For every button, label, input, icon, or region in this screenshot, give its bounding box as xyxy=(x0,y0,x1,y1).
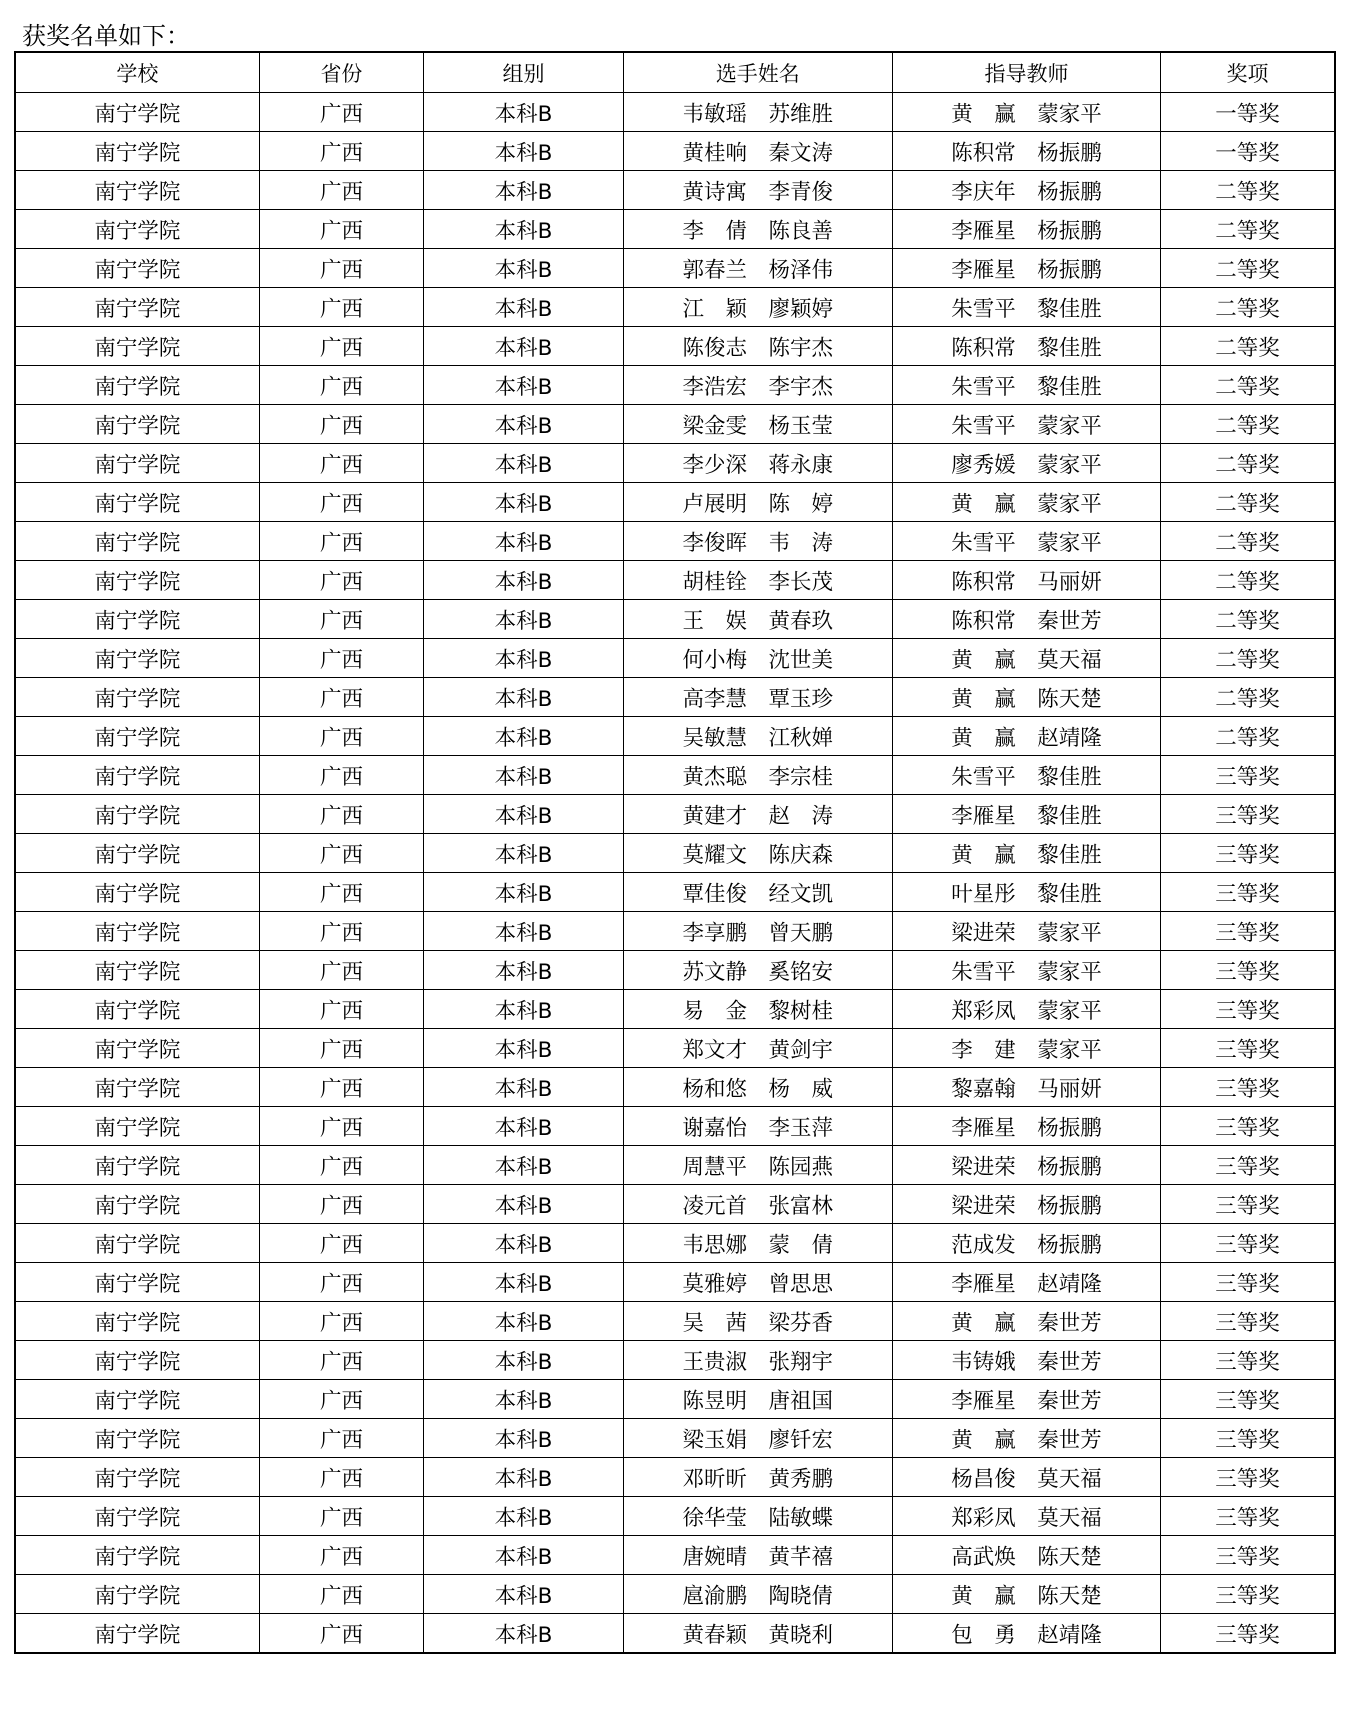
cell-group: 本科B xyxy=(424,639,623,678)
cell-school: 南宁学院 xyxy=(15,93,259,132)
cell-students: 覃佳俊 经文凯 xyxy=(623,873,892,912)
cell-group: 本科B xyxy=(424,132,623,171)
cell-school: 南宁学院 xyxy=(15,873,259,912)
cell-students: 王 娱 黄春玖 xyxy=(623,600,892,639)
cell-students: 梁金雯 杨玉莹 xyxy=(623,405,892,444)
cell-province: 广西 xyxy=(259,600,424,639)
cell-school: 南宁学院 xyxy=(15,249,259,288)
cell-students: 黄春颖 黄晓利 xyxy=(623,1614,892,1654)
cell-teachers: 朱雪平 蒙家平 xyxy=(892,405,1160,444)
cell-students: 李俊晖 韦 涛 xyxy=(623,522,892,561)
cell-school: 南宁学院 xyxy=(15,1380,259,1419)
cell-students: 李 倩 陈良善 xyxy=(623,210,892,249)
cell-group: 本科B xyxy=(424,327,623,366)
cell-group: 本科B xyxy=(424,1575,623,1614)
cell-group: 本科B xyxy=(424,561,623,600)
cell-group: 本科B xyxy=(424,444,623,483)
cell-students: 黄诗寓 李青俊 xyxy=(623,171,892,210)
cell-students: 黄建才 赵 涛 xyxy=(623,795,892,834)
cell-school: 南宁学院 xyxy=(15,795,259,834)
table-row xyxy=(15,366,1335,405)
cell-group: 本科B xyxy=(424,522,623,561)
table-row xyxy=(15,1575,1335,1614)
cell-students: 凌元首 张富林 xyxy=(623,1185,892,1224)
cell-teachers: 杨昌俊 莫天福 xyxy=(892,1458,1160,1497)
cell-province: 广西 xyxy=(259,1302,424,1341)
cell-school: 南宁学院 xyxy=(15,678,259,717)
cell-teachers: 黄 赢 秦世芳 xyxy=(892,1302,1160,1341)
cell-school: 南宁学院 xyxy=(15,834,259,873)
cell-province: 广西 xyxy=(259,912,424,951)
table-row xyxy=(15,561,1335,600)
cell-group: 本科B xyxy=(424,1029,623,1068)
table-row xyxy=(15,132,1335,171)
cell-students: 卢展明 陈 婷 xyxy=(623,483,892,522)
cell-school: 南宁学院 xyxy=(15,990,259,1029)
cell-teachers: 黄 赢 莫天福 xyxy=(892,639,1160,678)
cell-teachers: 黄 赢 秦世芳 xyxy=(892,1419,1160,1458)
cell-province: 广西 xyxy=(259,990,424,1029)
cell-teachers: 叶星彤 黎佳胜 xyxy=(892,873,1160,912)
cell-teachers: 朱雪平 黎佳胜 xyxy=(892,756,1160,795)
cell-teachers: 包 勇 赵靖隆 xyxy=(892,1614,1160,1654)
cell-school: 南宁学院 xyxy=(15,1536,259,1575)
cell-province: 广西 xyxy=(259,873,424,912)
table-row xyxy=(15,639,1335,678)
cell-students: 周慧平 陈园燕 xyxy=(623,1146,892,1185)
cell-award: 三等奖 xyxy=(1161,873,1335,912)
table-row xyxy=(15,990,1335,1029)
cell-students: 胡桂铨 李长茂 xyxy=(623,561,892,600)
cell-teachers: 黎嘉翰 马丽妍 xyxy=(892,1068,1160,1107)
cell-award: 三等奖 xyxy=(1161,795,1335,834)
cell-province: 广西 xyxy=(259,93,424,132)
cell-teachers: 李雁星 杨振鹏 xyxy=(892,210,1160,249)
cell-group: 本科B xyxy=(424,873,623,912)
cell-award: 二等奖 xyxy=(1161,522,1335,561)
cell-award: 三等奖 xyxy=(1161,990,1335,1029)
cell-school: 南宁学院 xyxy=(15,327,259,366)
cell-province: 广西 xyxy=(259,288,424,327)
cell-students: 黄桂响 秦文涛 xyxy=(623,132,892,171)
cell-group: 本科B xyxy=(424,912,623,951)
cell-group: 本科B xyxy=(424,1146,623,1185)
cell-province: 广西 xyxy=(259,1107,424,1146)
cell-award: 二等奖 xyxy=(1161,678,1335,717)
cell-teachers: 朱雪平 黎佳胜 xyxy=(892,288,1160,327)
table-row xyxy=(15,210,1335,249)
table-row xyxy=(15,1458,1335,1497)
cell-province: 广西 xyxy=(259,1458,424,1497)
cell-teachers: 李雁星 杨振鹏 xyxy=(892,1107,1160,1146)
cell-award: 二等奖 xyxy=(1161,171,1335,210)
cell-students: 易 金 黎树桂 xyxy=(623,990,892,1029)
cell-province: 广西 xyxy=(259,366,424,405)
cell-award: 三等奖 xyxy=(1161,1302,1335,1341)
cell-teachers: 陈积常 马丽妍 xyxy=(892,561,1160,600)
cell-teachers: 梁进荣 蒙家平 xyxy=(892,912,1160,951)
cell-school: 南宁学院 xyxy=(15,366,259,405)
cell-group: 本科B xyxy=(424,1224,623,1263)
table-row xyxy=(15,912,1335,951)
table-row xyxy=(15,600,1335,639)
cell-school: 南宁学院 xyxy=(15,444,259,483)
cell-province: 广西 xyxy=(259,1536,424,1575)
cell-group: 本科B xyxy=(424,1614,623,1654)
table-row xyxy=(15,678,1335,717)
cell-school: 南宁学院 xyxy=(15,1341,259,1380)
cell-award: 三等奖 xyxy=(1161,1107,1335,1146)
table-row xyxy=(15,171,1335,210)
cell-school: 南宁学院 xyxy=(15,756,259,795)
cell-province: 广西 xyxy=(259,1224,424,1263)
cell-students: 徐华莹 陆敏蝶 xyxy=(623,1497,892,1536)
cell-group: 本科B xyxy=(424,93,623,132)
cell-school: 南宁学院 xyxy=(15,1263,259,1302)
cell-award: 二等奖 xyxy=(1161,483,1335,522)
cell-group: 本科B xyxy=(424,600,623,639)
cell-teachers: 黄 赢 陈天楚 xyxy=(892,1575,1160,1614)
cell-teachers: 黄 赢 蒙家平 xyxy=(892,93,1160,132)
table-row xyxy=(15,951,1335,990)
table-row xyxy=(15,522,1335,561)
cell-school: 南宁学院 xyxy=(15,1458,259,1497)
cell-students: 郭春兰 杨泽伟 xyxy=(623,249,892,288)
cell-award: 三等奖 xyxy=(1161,951,1335,990)
table-row xyxy=(15,1341,1335,1380)
cell-award: 二等奖 xyxy=(1161,327,1335,366)
cell-students: 陈俊志 陈宇杰 xyxy=(623,327,892,366)
cell-teachers: 李雁星 杨振鹏 xyxy=(892,249,1160,288)
table-row xyxy=(15,288,1335,327)
cell-award: 三等奖 xyxy=(1161,1263,1335,1302)
cell-group: 本科B xyxy=(424,834,623,873)
cell-province: 广西 xyxy=(259,1263,424,1302)
cell-teachers: 李雁星 秦世芳 xyxy=(892,1380,1160,1419)
cell-school: 南宁学院 xyxy=(15,600,259,639)
cell-province: 广西 xyxy=(259,210,424,249)
cell-teachers: 范成发 杨振鹏 xyxy=(892,1224,1160,1263)
cell-province: 广西 xyxy=(259,795,424,834)
cell-teachers: 李 建 蒙家平 xyxy=(892,1029,1160,1068)
cell-province: 广西 xyxy=(259,639,424,678)
cell-students: 江 颖 廖颖婷 xyxy=(623,288,892,327)
cell-province: 广西 xyxy=(259,717,424,756)
table-row xyxy=(15,483,1335,522)
cell-group: 本科B xyxy=(424,1068,623,1107)
cell-students: 李少深 蒋永康 xyxy=(623,444,892,483)
cell-school: 南宁学院 xyxy=(15,1497,259,1536)
cell-students: 李浩宏 李宇杰 xyxy=(623,366,892,405)
cell-award: 二等奖 xyxy=(1161,444,1335,483)
award-list-document xyxy=(14,14,1336,1654)
cell-award: 三等奖 xyxy=(1161,1185,1335,1224)
table-row xyxy=(15,834,1335,873)
table-row xyxy=(15,1185,1335,1224)
table-row xyxy=(15,717,1335,756)
list-caption: 获奖名单如下： xyxy=(22,22,190,50)
cell-award: 二等奖 xyxy=(1161,249,1335,288)
cell-school: 南宁学院 xyxy=(15,171,259,210)
cell-group: 本科B xyxy=(424,483,623,522)
cell-group: 本科B xyxy=(424,1497,623,1536)
cell-students: 莫耀文 陈庆森 xyxy=(623,834,892,873)
cell-province: 广西 xyxy=(259,444,424,483)
cell-province: 广西 xyxy=(259,1341,424,1380)
cell-school: 南宁学院 xyxy=(15,912,259,951)
cell-group: 本科B xyxy=(424,171,623,210)
header-school: 学校 xyxy=(15,52,259,93)
cell-students: 莫雅婷 曾思思 xyxy=(623,1263,892,1302)
cell-award: 三等奖 xyxy=(1161,834,1335,873)
cell-group: 本科B xyxy=(424,990,623,1029)
cell-school: 南宁学院 xyxy=(15,1224,259,1263)
cell-teachers: 黄 赢 黎佳胜 xyxy=(892,834,1160,873)
cell-school: 南宁学院 xyxy=(15,1107,259,1146)
cell-group: 本科B xyxy=(424,1302,623,1341)
cell-province: 广西 xyxy=(259,1029,424,1068)
cell-teachers: 陈积常 秦世芳 xyxy=(892,600,1160,639)
cell-school: 南宁学院 xyxy=(15,1419,259,1458)
cell-award: 三等奖 xyxy=(1161,1614,1335,1654)
cell-students: 高李慧 覃玉珍 xyxy=(623,678,892,717)
cell-award: 三等奖 xyxy=(1161,1224,1335,1263)
cell-school: 南宁学院 xyxy=(15,1068,259,1107)
cell-province: 广西 xyxy=(259,834,424,873)
table-row xyxy=(15,1497,1335,1536)
cell-province: 广西 xyxy=(259,249,424,288)
cell-province: 广西 xyxy=(259,678,424,717)
cell-award: 二等奖 xyxy=(1161,600,1335,639)
cell-award: 二等奖 xyxy=(1161,210,1335,249)
cell-group: 本科B xyxy=(424,1419,623,1458)
cell-award: 三等奖 xyxy=(1161,1497,1335,1536)
cell-students: 梁玉娟 廖钎宏 xyxy=(623,1419,892,1458)
header-students: 选手姓名 xyxy=(623,52,892,93)
cell-award: 三等奖 xyxy=(1161,1029,1335,1068)
cell-school: 南宁学院 xyxy=(15,1614,259,1654)
cell-province: 广西 xyxy=(259,1068,424,1107)
cell-teachers: 韦铸娥 秦世芳 xyxy=(892,1341,1160,1380)
table-row xyxy=(15,756,1335,795)
table-row xyxy=(15,93,1335,132)
table-row xyxy=(15,1536,1335,1575)
cell-province: 广西 xyxy=(259,522,424,561)
cell-students: 黄杰聪 李宗桂 xyxy=(623,756,892,795)
cell-group: 本科B xyxy=(424,951,623,990)
cell-province: 广西 xyxy=(259,1185,424,1224)
cell-school: 南宁学院 xyxy=(15,561,259,600)
award-table xyxy=(14,51,1336,1654)
table-row xyxy=(15,1302,1335,1341)
cell-students: 陈昱明 唐祖国 xyxy=(623,1380,892,1419)
table-row xyxy=(15,1029,1335,1068)
cell-award: 三等奖 xyxy=(1161,1380,1335,1419)
table-row xyxy=(15,795,1335,834)
cell-award: 一等奖 xyxy=(1161,132,1335,171)
cell-award: 三等奖 xyxy=(1161,1146,1335,1185)
cell-province: 广西 xyxy=(259,1419,424,1458)
cell-teachers: 李雁星 黎佳胜 xyxy=(892,795,1160,834)
cell-students: 韦思娜 蒙 倩 xyxy=(623,1224,892,1263)
cell-group: 本科B xyxy=(424,1341,623,1380)
cell-school: 南宁学院 xyxy=(15,405,259,444)
cell-province: 广西 xyxy=(259,1575,424,1614)
cell-group: 本科B xyxy=(424,795,623,834)
cell-school: 南宁学院 xyxy=(15,132,259,171)
cell-students: 韦敏瑶 苏维胜 xyxy=(623,93,892,132)
table-row xyxy=(15,327,1335,366)
cell-school: 南宁学院 xyxy=(15,717,259,756)
cell-province: 广西 xyxy=(259,756,424,795)
table-row xyxy=(15,1146,1335,1185)
cell-award: 二等奖 xyxy=(1161,717,1335,756)
cell-award: 二等奖 xyxy=(1161,405,1335,444)
cell-teachers: 陈积常 杨振鹏 xyxy=(892,132,1160,171)
table-row xyxy=(15,1068,1335,1107)
cell-award: 三等奖 xyxy=(1161,1419,1335,1458)
cell-teachers: 黄 赢 蒙家平 xyxy=(892,483,1160,522)
table-row xyxy=(15,405,1335,444)
table-row xyxy=(15,873,1335,912)
cell-school: 南宁学院 xyxy=(15,288,259,327)
cell-students: 杨和悠 杨 威 xyxy=(623,1068,892,1107)
cell-teachers: 黄 赢 陈天楚 xyxy=(892,678,1160,717)
table-row xyxy=(15,1263,1335,1302)
cell-teachers: 朱雪平 蒙家平 xyxy=(892,951,1160,990)
cell-teachers: 郑彩凤 莫天福 xyxy=(892,1497,1160,1536)
table-row xyxy=(15,1107,1335,1146)
cell-teachers: 朱雪平 黎佳胜 xyxy=(892,366,1160,405)
cell-award: 三等奖 xyxy=(1161,1575,1335,1614)
cell-award: 三等奖 xyxy=(1161,756,1335,795)
cell-teachers: 郑彩凤 蒙家平 xyxy=(892,990,1160,1029)
cell-teachers: 朱雪平 蒙家平 xyxy=(892,522,1160,561)
cell-teachers: 陈积常 黎佳胜 xyxy=(892,327,1160,366)
cell-group: 本科B xyxy=(424,1380,623,1419)
cell-teachers: 梁进荣 杨振鹏 xyxy=(892,1146,1160,1185)
cell-students: 何小梅 沈世美 xyxy=(623,639,892,678)
cell-group: 本科B xyxy=(424,210,623,249)
cell-province: 广西 xyxy=(259,132,424,171)
cell-province: 广西 xyxy=(259,405,424,444)
cell-group: 本科B xyxy=(424,1263,623,1302)
award-table-body xyxy=(15,93,1335,1654)
cell-school: 南宁学院 xyxy=(15,1575,259,1614)
cell-group: 本科B xyxy=(424,1107,623,1146)
table-row xyxy=(15,1419,1335,1458)
cell-province: 广西 xyxy=(259,1146,424,1185)
cell-school: 南宁学院 xyxy=(15,483,259,522)
cell-award: 二等奖 xyxy=(1161,561,1335,600)
cell-province: 广西 xyxy=(259,561,424,600)
cell-province: 广西 xyxy=(259,483,424,522)
cell-group: 本科B xyxy=(424,756,623,795)
cell-award: 二等奖 xyxy=(1161,288,1335,327)
cell-province: 广西 xyxy=(259,171,424,210)
cell-school: 南宁学院 xyxy=(15,1185,259,1224)
cell-teachers: 梁进荣 杨振鹏 xyxy=(892,1185,1160,1224)
cell-province: 广西 xyxy=(259,1614,424,1654)
cell-award: 三等奖 xyxy=(1161,1458,1335,1497)
header-group: 组别 xyxy=(424,52,623,93)
cell-group: 本科B xyxy=(424,678,623,717)
table-header-row xyxy=(15,52,1335,93)
cell-group: 本科B xyxy=(424,717,623,756)
header-teachers: 指导教师 xyxy=(892,52,1160,93)
cell-school: 南宁学院 xyxy=(15,522,259,561)
cell-teachers: 高武焕 陈天楚 xyxy=(892,1536,1160,1575)
header-province: 省份 xyxy=(259,52,424,93)
cell-award: 三等奖 xyxy=(1161,912,1335,951)
cell-students: 王贵淑 张翔宇 xyxy=(623,1341,892,1380)
cell-group: 本科B xyxy=(424,1185,623,1224)
cell-students: 唐婉晴 黄芊禧 xyxy=(623,1536,892,1575)
cell-province: 广西 xyxy=(259,327,424,366)
cell-award: 二等奖 xyxy=(1161,366,1335,405)
cell-teachers: 李庆年 杨振鹏 xyxy=(892,171,1160,210)
cell-award: 三等奖 xyxy=(1161,1068,1335,1107)
cell-teachers: 李雁星 赵靖隆 xyxy=(892,1263,1160,1302)
table-row xyxy=(15,1224,1335,1263)
cell-teachers: 黄 赢 赵靖隆 xyxy=(892,717,1160,756)
table-row xyxy=(15,444,1335,483)
cell-students: 吴 茜 梁芬香 xyxy=(623,1302,892,1341)
table-row xyxy=(15,1614,1335,1654)
cell-province: 广西 xyxy=(259,1380,424,1419)
cell-school: 南宁学院 xyxy=(15,639,259,678)
cell-group: 本科B xyxy=(424,1458,623,1497)
cell-students: 吴敏慧 江秋婵 xyxy=(623,717,892,756)
cell-award: 三等奖 xyxy=(1161,1536,1335,1575)
cell-group: 本科B xyxy=(424,249,623,288)
cell-award: 三等奖 xyxy=(1161,1341,1335,1380)
cell-group: 本科B xyxy=(424,405,623,444)
cell-students: 苏文静 奚铭安 xyxy=(623,951,892,990)
cell-students: 扈渝鹏 陶晓倩 xyxy=(623,1575,892,1614)
cell-group: 本科B xyxy=(424,366,623,405)
cell-award: 二等奖 xyxy=(1161,639,1335,678)
cell-province: 广西 xyxy=(259,1497,424,1536)
cell-group: 本科B xyxy=(424,1536,623,1575)
cell-teachers: 廖秀媛 蒙家平 xyxy=(892,444,1160,483)
cell-school: 南宁学院 xyxy=(15,1146,259,1185)
cell-province: 广西 xyxy=(259,951,424,990)
cell-school: 南宁学院 xyxy=(15,951,259,990)
cell-students: 邓昕昕 黄秀鹏 xyxy=(623,1458,892,1497)
cell-school: 南宁学院 xyxy=(15,1029,259,1068)
table-row xyxy=(15,1380,1335,1419)
cell-students: 郑文才 黄剑宇 xyxy=(623,1029,892,1068)
header-award: 奖项 xyxy=(1161,52,1335,93)
cell-students: 李享鹏 曾天鹏 xyxy=(623,912,892,951)
cell-school: 南宁学院 xyxy=(15,210,259,249)
cell-school: 南宁学院 xyxy=(15,1302,259,1341)
cell-group: 本科B xyxy=(424,288,623,327)
cell-students: 谢嘉怡 李玉萍 xyxy=(623,1107,892,1146)
cell-award: 一等奖 xyxy=(1161,93,1335,132)
table-row xyxy=(15,249,1335,288)
